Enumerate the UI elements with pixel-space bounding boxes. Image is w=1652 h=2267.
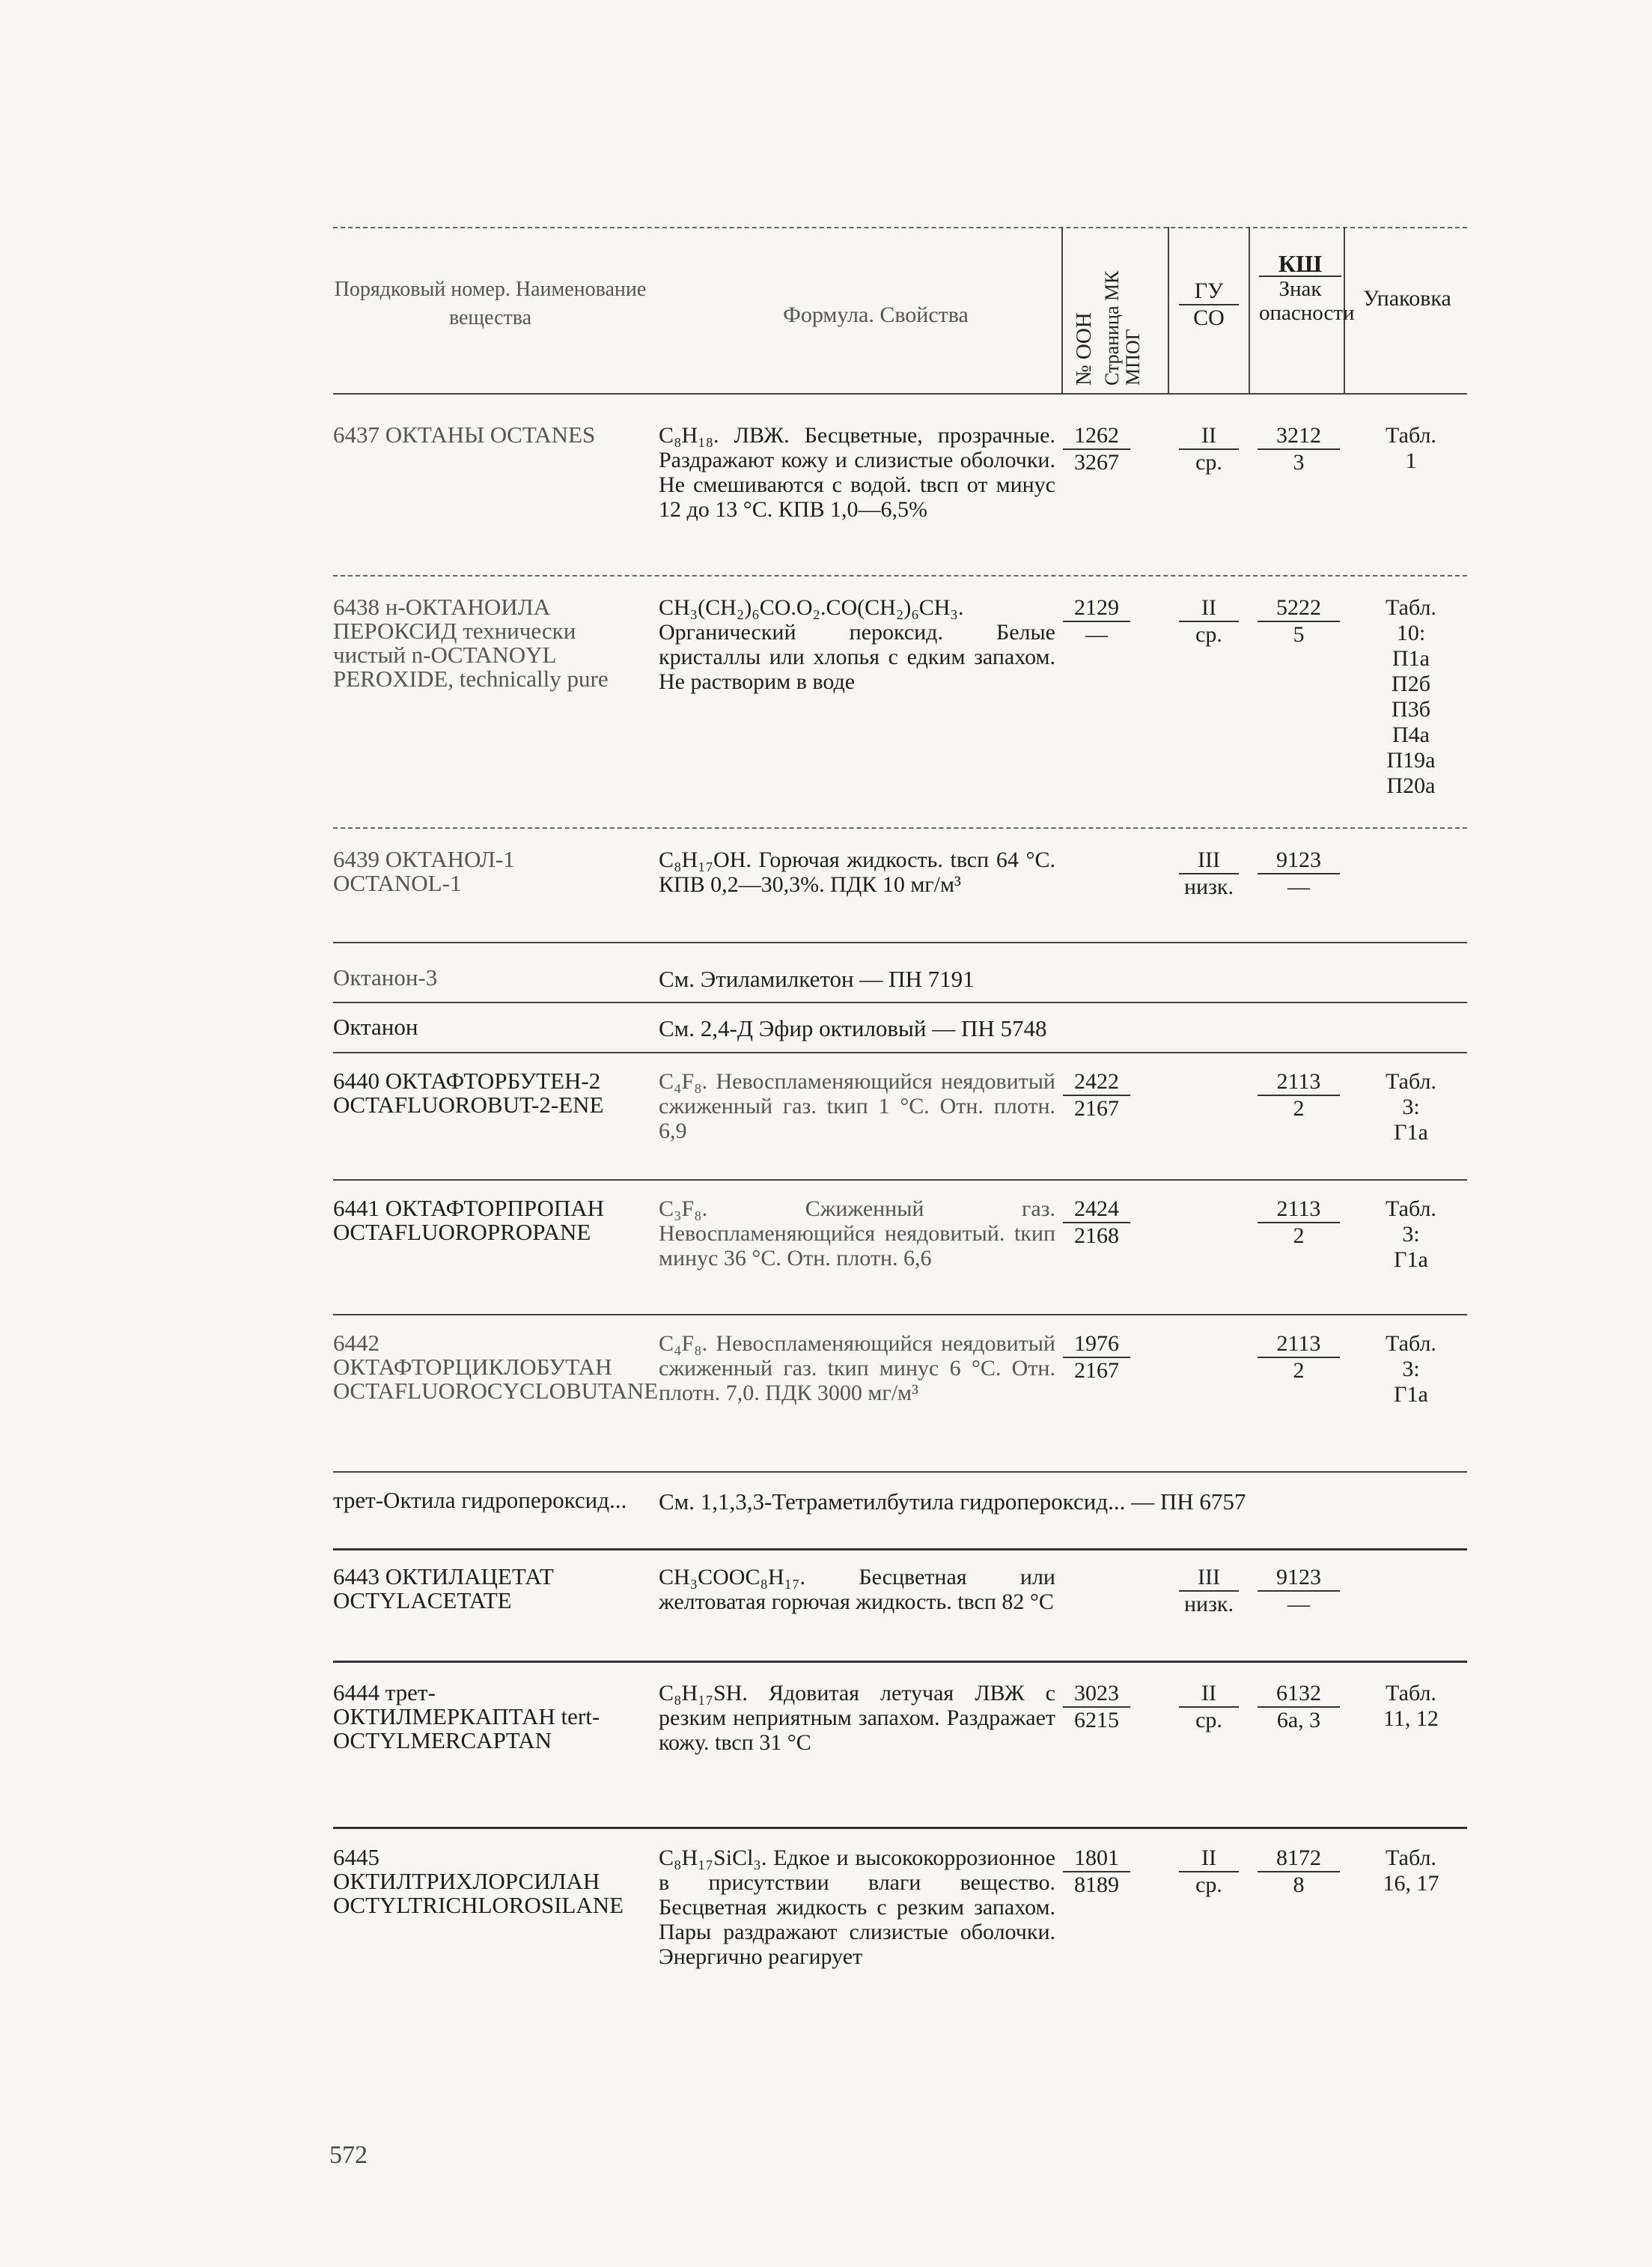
row-name-en: tert-OCTYLMERCAPTAN	[333, 1703, 600, 1753]
col-divider	[1168, 227, 1169, 393]
row-pack	[1355, 1681, 1467, 1732]
row-divider	[333, 1471, 1467, 1473]
un-number: 1976	[1063, 1331, 1130, 1358]
ksh-value: 6132	[1258, 1681, 1340, 1708]
un-number: 3023	[1063, 1681, 1130, 1708]
row-divider	[333, 1661, 1467, 1663]
ksh-value: 9123	[1258, 1565, 1340, 1592]
page-number: 572	[329, 2141, 368, 2169]
pack-line: 3:	[1402, 1357, 1420, 1381]
pack-line: Табл.	[1386, 595, 1436, 620]
row-pack	[1355, 595, 1467, 799]
row-divider	[333, 827, 1467, 829]
row-props: CH₃(CH₂)₆CO.O₂.CO(CH₂)₆CH₃. Органический пероксид. Белые кристаллы или хлопья с едким запахом. Не растворим в воде	[659, 595, 1055, 694]
pack-line: 11, 12	[1383, 1706, 1439, 1731]
pack-line: П2б	[1392, 672, 1430, 696]
row-name-en: OCTAFLUOROBUT-2-ENE	[333, 1092, 604, 1118]
row-name-ru: ОКТАНЫ	[385, 422, 485, 448]
co-value: ср.	[1195, 1708, 1222, 1732]
header-gu-top: ГУ	[1179, 279, 1239, 305]
row-divider	[333, 1002, 1467, 1003]
row-props: C₈H₁₇SH. Ядовитая летучая ЛВЖ с резким неприятным запахом. Раздражает кожу. tвсп 31 °С	[659, 1681, 1055, 1755]
pack-line: Табл.	[1386, 1845, 1436, 1870]
pack-line: Табл.	[1386, 1331, 1436, 1356]
co-value: ср.	[1195, 1872, 1222, 1897]
row-name-ru: ОКТАФТОРБУТЕН-2	[385, 1068, 601, 1094]
row-divider	[333, 1548, 1467, 1551]
un-number: 2422	[1063, 1069, 1130, 1096]
page-ref: 2167	[1074, 1358, 1119, 1383]
header-name: Порядковый номер. Наименование вещества	[334, 278, 647, 329]
ref-text: См. Этиламилкетон — ПН 7191	[659, 966, 975, 992]
ksh-value: 2113	[1258, 1331, 1340, 1358]
pack-line: П20а	[1386, 773, 1436, 798]
row-name	[333, 848, 633, 895]
gu-value: II	[1179, 1681, 1239, 1708]
row-name-ru: ОКТИЛАЦЕТАТ	[385, 1563, 554, 1589]
pack-line: 3:	[1402, 1095, 1420, 1119]
page-ref: 6215	[1074, 1708, 1119, 1732]
ref-text: См. 1,1,3,3-Тетраметилбутила гидропероксид... — ПН 6757	[659, 1488, 1246, 1515]
header-ksh-bottom: Знак опасности	[1259, 277, 1355, 325]
sign-value: —	[1287, 874, 1310, 899]
table-top-rule	[333, 227, 1467, 228]
row-name-ru: н-ОКТАНОИЛА ПЕРОКСИД технически чистый	[333, 594, 576, 668]
un-number: 2424	[1063, 1196, 1130, 1223]
sign-value: 3	[1293, 450, 1305, 475]
pack-line: Табл.	[1386, 1196, 1436, 1221]
row-pack	[1355, 423, 1467, 474]
row-name	[333, 1196, 633, 1244]
header-gu	[1179, 279, 1239, 331]
row-ksh	[1258, 1069, 1340, 1122]
un-number: 1801	[1063, 1845, 1130, 1872]
row-name-en: OCTANOL-1	[333, 870, 462, 896]
col-divider	[1249, 227, 1250, 393]
row-gu	[1179, 1845, 1239, 1898]
ref-text: См. 2,4-Д Эфир октиловый — ПН 5748	[659, 1015, 1047, 1041]
header-bottom-rule	[333, 393, 1467, 395]
co-value: низк.	[1183, 1592, 1234, 1616]
row-gu	[1179, 595, 1239, 648]
gu-value: III	[1179, 848, 1239, 874]
row-name-ru: ОКТИЛТРИХЛОРСИЛАН	[333, 1868, 600, 1894]
row-name-en: OCTYLTRICHLOROSILANE	[333, 1892, 624, 1918]
sign-value: 2	[1293, 1358, 1305, 1383]
row-divider	[333, 1179, 1467, 1181]
pack-line: 3:	[1402, 1222, 1420, 1247]
header-page: Страница МК МПОГ	[1101, 270, 1144, 386]
row-divider	[333, 1052, 1467, 1053]
pack-line: Табл.	[1386, 1069, 1436, 1094]
pack-line: Г1а	[1394, 1382, 1428, 1407]
sign-value: 2	[1293, 1223, 1305, 1248]
ksh-value: 2113	[1258, 1069, 1340, 1096]
co-value: ср.	[1195, 450, 1222, 475]
row-name	[333, 1565, 633, 1613]
ksh-value: 5222	[1258, 595, 1340, 622]
row-name	[333, 1069, 633, 1117]
pack-line: 1	[1405, 448, 1417, 473]
page-ref: 3267	[1074, 450, 1119, 475]
row-name	[333, 595, 633, 691]
row-ksh	[1258, 1565, 1340, 1617]
row-number: 6442	[333, 1330, 380, 1356]
row-props: C₈H₁₇OH. Горючая жидкость. tвсп 64 °С. КПВ 0,2—30,3%. ПДК 10 мг/м³	[659, 848, 1055, 897]
row-gu	[1179, 1681, 1239, 1733]
row-gu	[1179, 1565, 1239, 1617]
row-props: C₈H₁₇SiCl₃. Едкое и высококоррозионное в присутствии влаги вещество. Бесцветная жидкость с резким запахом. Пары раздражают слизистые оболочки. Энергично реагирует	[659, 1845, 1055, 1969]
row-ksh	[1258, 1331, 1340, 1384]
ksh-value: 2113	[1258, 1196, 1340, 1223]
row-ksh	[1258, 423, 1340, 475]
row-name	[333, 1330, 659, 1404]
row-name-ru: ОКТАФТОРПРОПАН	[385, 1195, 605, 1221]
header-gu-bottom: СО	[1193, 305, 1225, 330]
row-divider	[333, 1827, 1467, 1829]
ref-name: Октанон-3	[333, 964, 438, 991]
row-un	[1063, 1681, 1130, 1733]
header-pack: Упаковка	[1363, 286, 1451, 311]
pack-line: 10:	[1396, 621, 1426, 645]
header-formula: Формула. Свойства	[783, 302, 969, 327]
row-divider	[333, 1314, 1467, 1315]
ref-name: трет-Октила гидропероксид...	[333, 1487, 627, 1513]
sign-value: 8	[1293, 1872, 1305, 1897]
row-props: CH₃COOC₈H₁₇. Бесцветная или желтоватая горючая жидкость. tвсп 82 °С	[659, 1565, 1055, 1614]
row-ksh	[1258, 595, 1340, 648]
page-ref: 2167	[1074, 1096, 1119, 1121]
co-value: ср.	[1195, 622, 1222, 647]
row-ksh	[1258, 1681, 1340, 1733]
pack-line: Табл.	[1386, 1681, 1436, 1705]
row-ksh	[1258, 848, 1340, 900]
row-number: 6439	[333, 846, 380, 872]
row-gu	[1179, 848, 1239, 900]
pack-line: П4а	[1392, 722, 1430, 747]
row-un	[1063, 1069, 1130, 1122]
row-props: C₄F₈. Невоспламеняющийся неядовитый сжиженный газ. tкип 1 °С. Отн. плотн. 6,9	[659, 1069, 1055, 1143]
row-number: 6438	[333, 594, 380, 620]
ref-name: Октанон	[333, 1014, 418, 1040]
page-ref: 8189	[1074, 1872, 1119, 1897]
pack-line: Г1а	[1394, 1247, 1428, 1272]
row-pack	[1355, 1331, 1467, 1408]
row-props: C₄F₈. Невоспламеняющийся неядовитый сжиженный газ. tкип минус 6 °С. Отн. плотн. 7,0. ПДК 3000 мг/м³	[659, 1331, 1055, 1405]
row-name	[333, 1681, 633, 1753]
row-un	[1063, 595, 1130, 648]
row-name-en: n-OCTANOYL PEROXIDE, technically pure	[333, 642, 609, 692]
row-props: C₃F₈. Сжиженный газ. Невоспламеняющийся неядовитый. tкип минус 36 °С. Отн. плотн. 6,6	[659, 1196, 1055, 1271]
row-un	[1063, 423, 1130, 475]
header-un: № ООН	[1072, 312, 1096, 386]
row-name	[333, 423, 633, 447]
page-ref: —	[1085, 622, 1108, 647]
row-pack	[1355, 1069, 1467, 1145]
gu-value: III	[1179, 1565, 1239, 1592]
row-ksh	[1258, 1196, 1340, 1249]
row-number: 6441	[333, 1195, 380, 1221]
row-number: 6437	[333, 422, 380, 448]
gu-value: II	[1179, 423, 1239, 450]
header-ksh	[1259, 250, 1355, 325]
row-number: 6444	[333, 1679, 380, 1705]
row-name-ru: ОКТАНОЛ-1	[385, 846, 515, 872]
row-gu	[1179, 423, 1239, 475]
row-un	[1063, 1331, 1130, 1384]
row-name-ru: ОКТАФТОРЦИКЛОБУТАН	[333, 1354, 612, 1380]
page-ref: 2168	[1074, 1223, 1119, 1248]
un-number: 2129	[1063, 595, 1130, 622]
row-name-en: OCTAFLUOROCYCLOBUTANE	[333, 1378, 659, 1404]
pack-line: Г1а	[1394, 1120, 1428, 1145]
row-name-en: OCTAFLUOROPROPANE	[333, 1219, 591, 1245]
row-ksh	[1258, 1845, 1340, 1898]
row-name-en: OCTYLACETATE	[333, 1587, 512, 1613]
row-props: C₈H₁₈. ЛВЖ. Бесцветные, прозрачные. Раздражают кожу и слизистые оболочки. Не смешиваются с водой. tвсп от минус 12 до 13 °С. КПВ 1,0—6,5%	[659, 423, 1055, 522]
row-name-ru: трет-ОКТИЛМЕРКАПТАН	[333, 1679, 555, 1729]
co-value: низк.	[1183, 874, 1234, 899]
ksh-value: 3212	[1258, 423, 1340, 450]
un-number: 1262	[1063, 423, 1130, 450]
pack-line: П1а	[1392, 646, 1430, 671]
row-number: 6445	[333, 1844, 380, 1870]
gu-value: II	[1179, 1845, 1239, 1872]
ksh-value: 9123	[1258, 848, 1340, 874]
row-name	[333, 1845, 633, 1917]
pack-line: Табл.	[1386, 423, 1436, 448]
row-un	[1063, 1196, 1130, 1249]
row-pack	[1355, 1845, 1467, 1896]
sign-value: 5	[1293, 622, 1305, 647]
row-un	[1063, 1845, 1130, 1898]
row-number: 6440	[333, 1068, 380, 1094]
row-divider	[333, 942, 1467, 943]
row-pack	[1355, 1196, 1467, 1273]
ksh-value: 8172	[1258, 1845, 1340, 1872]
row-name-en: OCTANES	[490, 422, 596, 448]
pack-line: 16, 17	[1383, 1871, 1439, 1896]
header-ksh-top: КШ	[1259, 252, 1341, 277]
sign-value: —	[1287, 1592, 1310, 1616]
pack-line: П19а	[1386, 748, 1436, 773]
sign-value: 6а, 3	[1276, 1708, 1321, 1732]
pack-line: П3б	[1392, 697, 1430, 722]
row-number: 6443	[333, 1563, 380, 1589]
row-divider	[333, 575, 1467, 576]
gu-value: II	[1179, 595, 1239, 622]
sign-value: 2	[1293, 1096, 1305, 1121]
